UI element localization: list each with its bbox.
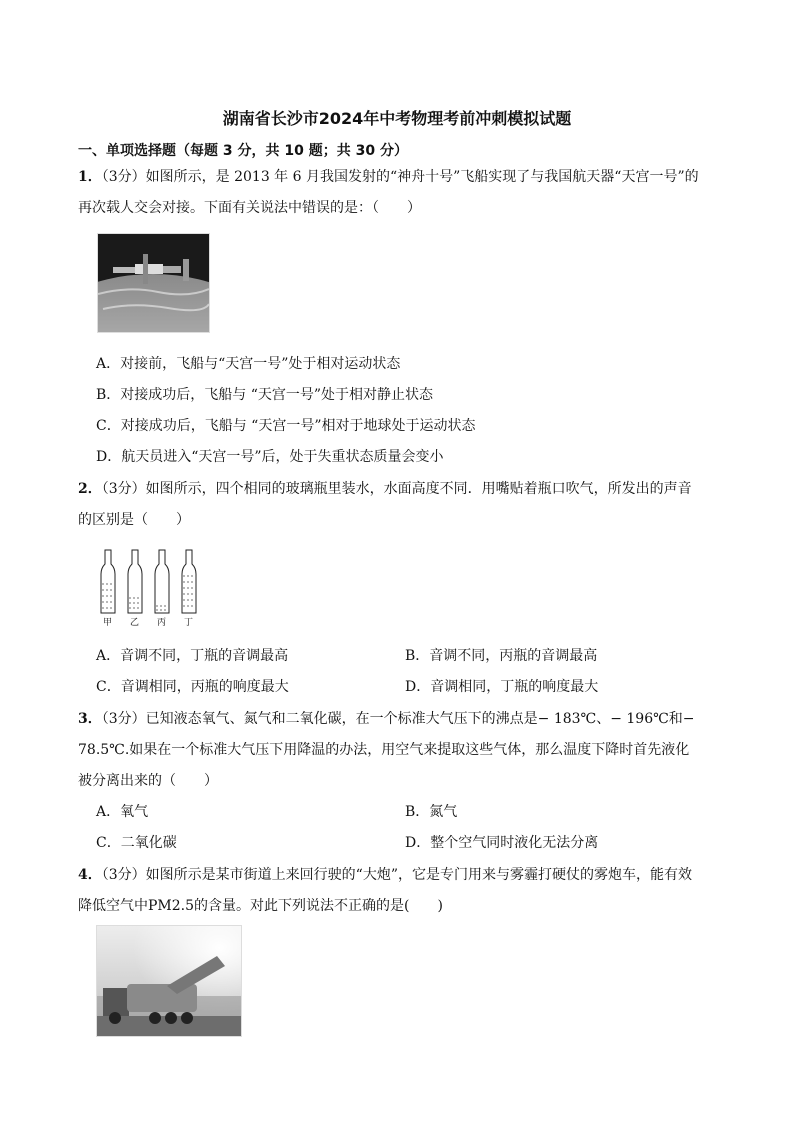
q2-stem-2: 的区别是（ ）	[78, 512, 190, 528]
q3-option-b: B．氮气	[405, 804, 458, 820]
fog-cannon-truck-image	[96, 925, 242, 1037]
q4-number: 4．	[78, 867, 102, 883]
q3-number: 3．	[78, 711, 102, 727]
q1-stem-2: 再次载人交会对接。下面有关说法中错误的是：（ ）	[78, 200, 421, 216]
bottle-label-bing: 丙	[157, 618, 167, 628]
q1-option-d: D．航天员进入“天宫一号”后，处于失重状态质量会变小	[96, 449, 444, 465]
q3-line1	[78, 708, 695, 728]
bottles-figure	[95, 548, 205, 628]
q3-stem-2: 78.5℃.如果在一个标准大气压下用降温的办法，用空气来提取这些气体，那么温度下降时首先液化	[78, 742, 690, 758]
q4-stem-2: 降低空气中PM2.5的含量。对此下列说法不正确的是( )	[78, 898, 443, 914]
q2-option-a: A．音调不同，丁瓶的音调最高	[96, 648, 289, 664]
q4-stem-1: （3分）如图所示是某市街道上来回行驶的“大炮”，它是专门用来与雾霾打硬仗的雾炮车，能有效	[101, 867, 692, 883]
q2-option-d: D．音调相同，丁瓶的响度最大	[405, 679, 599, 695]
q3-stem-3: 被分离出来的（ ）	[78, 773, 218, 789]
q2-line1	[78, 478, 692, 498]
q3-option-c: C．二氧化碳	[96, 835, 177, 851]
space-station-image	[97, 233, 210, 333]
q1-stem-1: （3分）如图所示，是 2013 年 6 月我国发射的“神舟十号”飞船实现了与我国航天器“天宫一号”的	[101, 169, 699, 185]
q1-option-a: A．对接前，飞船与“天宫一号”处于相对运动状态	[96, 356, 401, 372]
q1-option-b: B．对接成功后，飞船与 “天宫一号”处于相对静止状态	[96, 387, 434, 403]
q3-stem-1: （3分）已知液态氧气、氮气和二氧化碳，在一个标准大气压下的沸点是− 183℃、− 196℃和−	[101, 711, 695, 727]
q2-number: 2．	[78, 481, 102, 497]
bottle-label-ding: 丁	[184, 618, 194, 628]
q3-option-d: D．整个空气同时液化无法分离	[405, 835, 599, 851]
q2-option-b: B．音调不同，丙瓶的音调最高	[405, 648, 598, 664]
q2-stem-1: （3分）如图所示，四个相同的玻璃瓶里装水，水面高度不同．用嘴贴着瓶口吹气，所发出的声音	[101, 481, 692, 497]
q4-line1	[78, 864, 692, 884]
q1-number: 1．	[78, 169, 102, 185]
q2-option-c: C．音调相同，丙瓶的响度最大	[96, 679, 289, 695]
bottle-label-jia: 甲	[103, 618, 113, 628]
section-heading: 一、单项选择题（每题 3 分，共 10 题；共 30 分）	[78, 143, 408, 159]
bottle-label-yi: 乙	[130, 618, 140, 628]
page-title: 湖南省长沙市2024年中考物理考前冲刺模拟试题	[222, 109, 572, 128]
q1-option-c: C．对接成功后，飞船与 “天宫一号”相对于地球处于运动状态	[96, 418, 476, 434]
q3-option-a: A．氧气	[96, 804, 149, 820]
q1-line1	[78, 166, 699, 186]
